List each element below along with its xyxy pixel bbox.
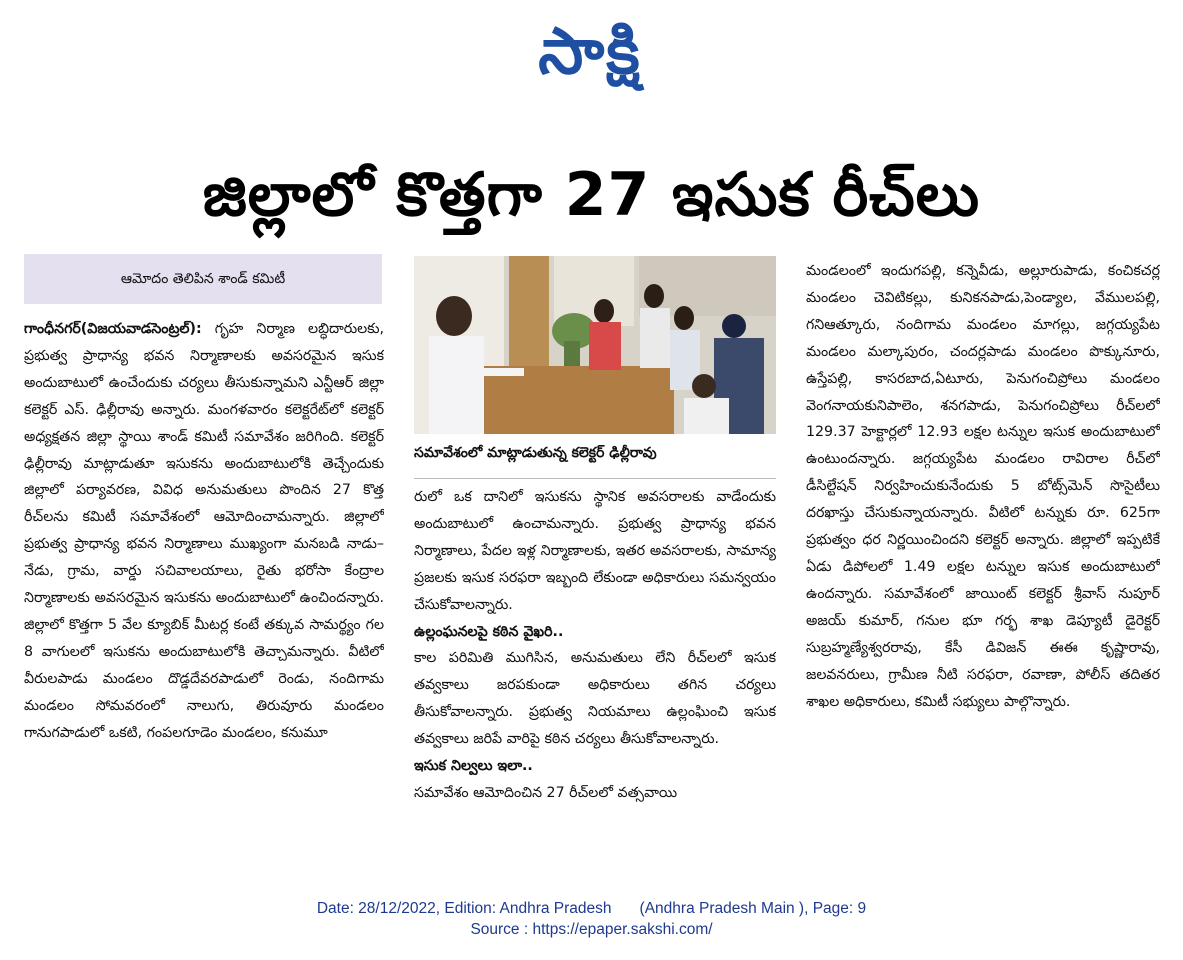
column-1-text: గృహ నిర్మాణ లబ్ధిదారులకు, ప్రభుత్వ ప్రాధాన్య భవన నిర్మాణాలకు అవసరమైన ఇసుక అందుబాటులో ఉంచేందుకు చర్యలు తీసుకున్నామని ఎన్టీఆర్‌ జిల్లా కలెక్టర్‌ ఎస్‌. ఢిల్లీరావు అన్నారు. మంగళవారం కలెక్టరేట్‌లో కలెక్టర్‌ అధ్యక్షతన జిల్లా స్థాయి శాండ్‌ కమిటీ సమావేశం జరిగింది. కలెక్టర్‌ ఢిల్లీరావు మాట్లాడుతూ ఇసుకను అందుబాటులోకి తెచ్చేందుకు జిల్లాలో పర్యావరణ, వివిధ అనుమతులు పొందిన 27 కొత్త రీచ్‌లను కమిటీ సమావేశంలో ఆమోదించామన్నారు. జిల్లాలో ప్రభుత్వ ప్రాధాన్య భవన నిర్మాణాలు ముఖ్యంగా మనబడి నాడు–నేడు, గ్రామ, వార్డు సచివాలయాలు, రైతు భరోసా కేంద్రాల నిర్మాణాలకు అవసరమైన ఇసుకను అందుబాటులో ఉంచిందన్నారు. జిల్లాలో కొత్తగా 5 వేల క్యూబిక్‌ మీటర్ల కంటే తక్కువ సామర్థ్యం గల 8 వాగులలో ఇసుకను అందుబాటులోకి తెచ్చామన్నారు. వీటిలో వీరులపాడు మండలం దొడ్డదేవరపాడులో రెండు, నందిగామ మండలం సోమవరంలో నాలుగు, తిరువూరు మండలం గానుగపాడులో ఒకటి, గంపలగూడెం మండలం, కనుమూ — [24, 321, 384, 741]
footer-source: Source : https://epaper.sakshi.com/ — [470, 921, 713, 938]
subheading-sand-stocks: ఇసుక నిల్వలు ఇలా.. — [414, 758, 533, 775]
sakshi-logo: సాక్షి — [538, 14, 642, 89]
column-2-text: రులో ఒక దానిలో ఇసుకను స్థానిక అవసరాలకు వాడేందుకు అందుబాటులో ఉంచామన్నారు. ప్రభుత్వ ప్రాధాన్య భవన నిర్మాణాలు, పేదల ఇళ్ల నిర్మాణాలకు, ఇతర అవసరాలకు, సామాన్య ప్రజలకు ఇసుక సరఫరా ఇబ్బంది లేకుండా అధికారులు సమన్వయం చేసుకోవాలన్నారు. — [414, 489, 776, 613]
article-column-2 — [414, 484, 776, 868]
subheadline: ఆమోదం తెలిపిన శాండ్‌ కమిటీ — [24, 254, 382, 304]
column-2-text-2: కాల పరిమితి ముగిసిన, అనుమతులు లేని రీచ్‌లలో ఇసుక తవ్వకాలు జరపకుండా అధికారులు తగిన చర్యలు తీసుకోవాలన్నారు. ప్రభుత్వ నియమాలు ఉల్లంఘించి ఇసుక తవ్వకాలు జరిపే వారిపై కఠిన చర్యలు తీసుకోవాలన్నారు. — [414, 650, 776, 748]
subheading-violations: ఉల్లంఘనలపై కఠిన వైఖరి.. — [414, 623, 564, 640]
meeting-photo — [414, 256, 776, 434]
photo-caption: సమావేశంలో మాట్లాడుతున్న కలెక్టర్‌ ఢిల్లీరావు — [414, 438, 776, 479]
dateline: గాంధీనగర్‌(విజయవాడసెంట్రల్‌): — [24, 321, 202, 337]
footer — [0, 898, 1183, 940]
article-column-3 — [806, 258, 1160, 868]
column-2-text-3: సమావేశం ఆమోదించిన 27 రీచ్‌లలో వత్సవాయి — [414, 784, 678, 801]
footer-section-page: (Andhra Pradesh Main ), Page: 9 — [639, 900, 867, 917]
footer-date-edition: Date: 28/12/2022, Edition: Andhra Pradesh — [316, 900, 612, 917]
column-3-text: మండలంలో ఇందుగపల్లి, కన్నెవీడు, అల్లూరుపాడు, కంచికచర్ల మండలం చెవిటికల్లు, కునికనపాడు,పెండ్యాల, వేములపల్లి, గనిఆత్కూరు, నందిగామ మండలం మాగల్లు, జగ్గయ్యపేట మండలం మల్కాపురం, చందర్లపాడు మండలం పొక్కునూరు, ఉస్తేపల్లి, కాసరబాద,ఏటూరు, పెనుగంచిప్రోలు మండలం వెంగనాయకునిపాలెం, శనగపాడు, పెనుగంచిప్రోలు రీచ్‌లలో 129.37 హెక్టార్లలో 12.93 లక్షల టన్నుల ఇసుక అందుబాటులో ఉంటుందన్నారు. జగ్గయ్యపేట మండలం రావిరాల రీచ్‌లో డీసిల్టేషన్‌ నిర్వహించుకునేందుకు 5 బోట్స్‌మెన్‌ సొసైటీలు దరఖాస్తు చేసుకున్నాయన్నారు. వీటిలో టన్నుకు రూ. 625గా ప్రభుత్వం ధర నిర్ణయించిందని కలెక్టర్‌ అన్నారు. జిల్లాలో ఇప్పటికే ఏడు డిపోలలో 1.49 లక్షల టన్నుల ఇసుక అందుబాటులో ఉందన్నారు. సమావేశంలో జాయింట్‌ కలెక్టర్‌ శ్రీవాస్‌ నుపూర్‌ అజయ్‌ కుమార్‌, గనుల భూ గర్భ శాఖ డెప్యూటీ డైరెక్టర్‌ సుబ్రహ్మణ్యేశ్వరరావు, కేసీ డివిజన్‌ ఈఈ కృష్ణారావు, జలవనరులు, గ్రామీణ నీటి సరఫరా, రవాణా, పోలీస్‌ తదితర శాఖల అధికారులు, కమిటీ సభ్యులు పాల్గొన్నారు. — [806, 263, 1160, 710]
article-column-1 — [24, 316, 384, 868]
headline: జిల్లాలో కొత్తగా 27 ఇసుక రీచ్‌లు — [202, 160, 981, 230]
